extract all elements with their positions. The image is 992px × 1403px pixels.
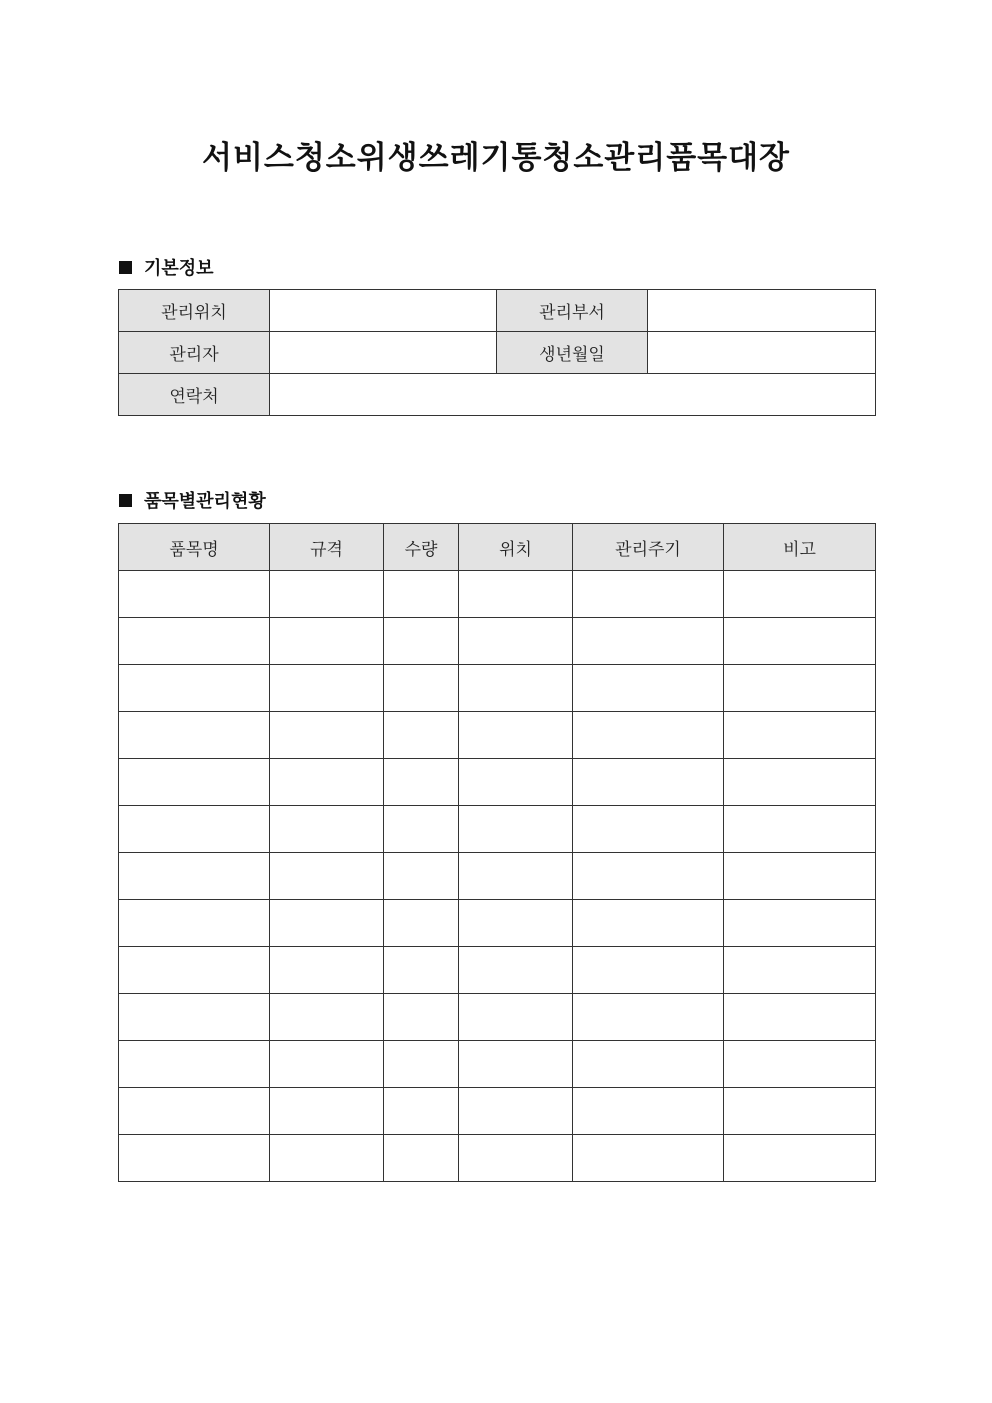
cycle-cell[interactable]: [573, 853, 724, 900]
birth-date-field[interactable]: [648, 332, 876, 374]
spec-cell[interactable]: [270, 900, 384, 947]
item-status-heading: [119, 487, 266, 513]
location-cell[interactable]: [459, 853, 573, 900]
item-status-table: [118, 523, 876, 1182]
quantity-cell[interactable]: [384, 900, 459, 947]
remarks-cell[interactable]: [724, 1088, 876, 1135]
quantity-cell[interactable]: [384, 947, 459, 994]
item-table-body: [119, 571, 876, 1182]
department-label: 관리부서: [497, 290, 648, 332]
basic-info-table: [118, 289, 876, 416]
quantity-cell[interactable]: [384, 1041, 459, 1088]
remarks-cell[interactable]: [724, 759, 876, 806]
item-name-cell[interactable]: [119, 759, 270, 806]
quantity-cell[interactable]: [384, 806, 459, 853]
table-row: [119, 1088, 876, 1135]
cycle-cell[interactable]: [573, 806, 724, 853]
table-row: [119, 665, 876, 712]
location-cell[interactable]: [459, 618, 573, 665]
location-label: 관리위치: [119, 290, 270, 332]
item-name-cell[interactable]: [119, 1135, 270, 1182]
quantity-cell[interactable]: [384, 712, 459, 759]
table-row: [119, 618, 876, 665]
location-cell[interactable]: [459, 712, 573, 759]
spec-cell[interactable]: [270, 806, 384, 853]
quantity-cell[interactable]: [384, 571, 459, 618]
table-row: [119, 1041, 876, 1088]
location-cell[interactable]: [459, 571, 573, 618]
location-cell[interactable]: [459, 1135, 573, 1182]
contact-label: 연락처: [119, 374, 270, 416]
location-field[interactable]: [270, 290, 497, 332]
birth-date-label: 생년월일: [497, 332, 648, 374]
item-name-cell[interactable]: [119, 1088, 270, 1135]
remarks-cell[interactable]: [724, 853, 876, 900]
table-row: [119, 947, 876, 994]
cycle-cell[interactable]: [573, 712, 724, 759]
table-row: [119, 806, 876, 853]
table-row: [119, 900, 876, 947]
location-cell[interactable]: [459, 900, 573, 947]
quantity-cell[interactable]: [384, 853, 459, 900]
cycle-cell[interactable]: [573, 900, 724, 947]
spec-cell[interactable]: [270, 853, 384, 900]
spec-cell[interactable]: [270, 759, 384, 806]
location-cell[interactable]: [459, 1041, 573, 1088]
item-status-heading-label: 품목별관리현황: [144, 491, 266, 512]
item-name-cell[interactable]: [119, 712, 270, 759]
column-header-location: 위치: [459, 524, 573, 571]
cycle-cell[interactable]: [573, 618, 724, 665]
spec-cell[interactable]: [270, 1088, 384, 1135]
spec-cell[interactable]: [270, 1041, 384, 1088]
spec-cell[interactable]: [270, 712, 384, 759]
manager-label: 관리자: [119, 332, 270, 374]
location-cell[interactable]: [459, 806, 573, 853]
column-header-remarks: 비고: [724, 524, 876, 571]
square-bullet-icon: [119, 494, 132, 507]
spec-cell[interactable]: [270, 1135, 384, 1182]
document-title: 서비스청소위생쓰레기통청소관리품목대장: [202, 140, 790, 176]
cycle-cell[interactable]: [573, 571, 724, 618]
item-name-cell[interactable]: [119, 994, 270, 1041]
cycle-cell[interactable]: [573, 1135, 724, 1182]
column-header-cycle: 관리주기: [573, 524, 724, 571]
cycle-cell[interactable]: [573, 994, 724, 1041]
column-header-quantity: 수량: [384, 524, 459, 571]
remarks-cell[interactable]: [724, 1135, 876, 1182]
remarks-cell[interactable]: [724, 994, 876, 1041]
remarks-cell[interactable]: [724, 806, 876, 853]
basic-info-heading: [119, 254, 214, 280]
square-bullet-icon: [119, 261, 132, 274]
remarks-cell[interactable]: [724, 618, 876, 665]
basic-info-row: [119, 290, 876, 332]
cycle-cell[interactable]: [573, 1041, 724, 1088]
spec-cell[interactable]: [270, 618, 384, 665]
basic-info-row: [119, 374, 876, 416]
cycle-cell[interactable]: [573, 947, 724, 994]
remarks-cell[interactable]: [724, 571, 876, 618]
column-header-item-name: 품목명: [119, 524, 270, 571]
manager-field[interactable]: [270, 332, 497, 374]
quantity-cell[interactable]: [384, 759, 459, 806]
cycle-cell[interactable]: [573, 1088, 724, 1135]
basic-info-heading-label: 기본정보: [144, 258, 214, 279]
column-header-spec: 규격: [270, 524, 384, 571]
basic-info-row: [119, 332, 876, 374]
spec-cell[interactable]: [270, 665, 384, 712]
quantity-cell[interactable]: [384, 1088, 459, 1135]
quantity-cell[interactable]: [384, 618, 459, 665]
quantity-cell[interactable]: [384, 1135, 459, 1182]
cycle-cell[interactable]: [573, 759, 724, 806]
quantity-cell[interactable]: [384, 665, 459, 712]
spec-cell[interactable]: [270, 571, 384, 618]
item-name-cell[interactable]: [119, 1041, 270, 1088]
item-name-cell[interactable]: [119, 853, 270, 900]
item-name-cell[interactable]: [119, 947, 270, 994]
department-field[interactable]: [648, 290, 876, 332]
remarks-cell[interactable]: [724, 712, 876, 759]
remarks-cell[interactable]: [724, 947, 876, 994]
location-cell[interactable]: [459, 665, 573, 712]
item-table-header-row: [119, 524, 876, 571]
item-name-cell[interactable]: [119, 900, 270, 947]
table-row: [119, 1135, 876, 1182]
location-cell[interactable]: [459, 759, 573, 806]
spec-cell[interactable]: [270, 947, 384, 994]
item-name-cell[interactable]: [119, 571, 270, 618]
location-cell[interactable]: [459, 947, 573, 994]
cycle-cell[interactable]: [573, 665, 724, 712]
remarks-cell[interactable]: [724, 900, 876, 947]
location-cell[interactable]: [459, 994, 573, 1041]
quantity-cell[interactable]: [384, 994, 459, 1041]
table-row: [119, 712, 876, 759]
remarks-cell[interactable]: [724, 1041, 876, 1088]
item-name-cell[interactable]: [119, 618, 270, 665]
table-row: [119, 994, 876, 1041]
remarks-cell[interactable]: [724, 665, 876, 712]
spec-cell[interactable]: [270, 994, 384, 1041]
contact-field[interactable]: [270, 374, 876, 416]
location-cell[interactable]: [459, 1088, 573, 1135]
item-name-cell[interactable]: [119, 665, 270, 712]
table-row: [119, 853, 876, 900]
item-name-cell[interactable]: [119, 806, 270, 853]
table-row: [119, 759, 876, 806]
table-row: [119, 571, 876, 618]
